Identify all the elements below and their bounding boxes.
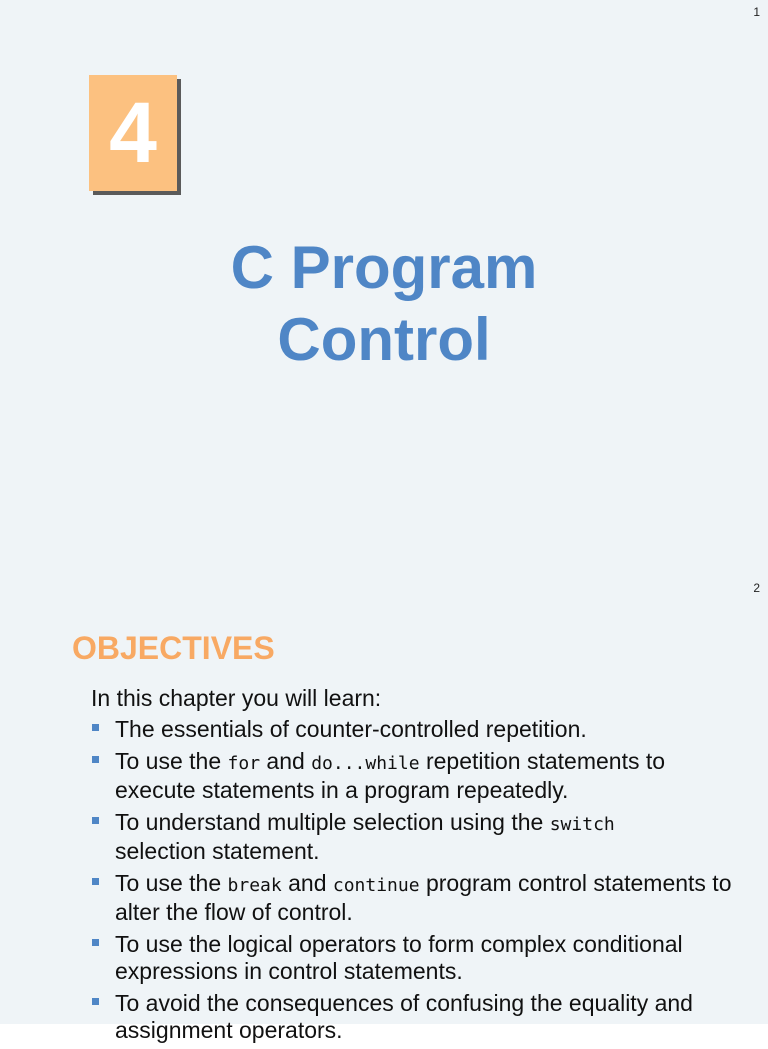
list-item: [91, 716, 741, 743]
bullet-icon: [92, 939, 99, 946]
item-text: and: [281, 870, 333, 896]
item-text: program control statements to alter the flow of control.: [115, 870, 732, 925]
item-text: The essentials of counter-controlled repetition.: [115, 716, 587, 742]
intro-text: In this chapter you will learn:: [91, 685, 382, 711]
item-text: To use the logical operators to form complex conditional expressions in control statements.: [115, 931, 683, 984]
list-item: [91, 748, 741, 804]
bullet-icon: [92, 756, 99, 763]
code-break: break: [227, 875, 282, 896]
bullet-icon: [92, 878, 99, 885]
item-text: selection statement.: [115, 838, 320, 864]
item-text: and: [260, 748, 312, 774]
bullet-icon: [92, 998, 99, 1005]
slide-title: [0, 232, 768, 376]
code-continue: continue: [332, 875, 420, 896]
item-text: To avoid the consequences of confusing the equality and assignment operators.: [115, 990, 693, 1043]
list-item: [91, 990, 741, 1044]
list-item: [91, 809, 741, 865]
item-text: repetition statements to execute statements in a program repeatedly.: [115, 748, 666, 803]
objectives-heading: OBJECTIVES: [72, 630, 275, 666]
title-line-2: Control: [277, 306, 491, 373]
chapter-number: 4: [109, 85, 157, 181]
item-text: To use the: [115, 870, 228, 896]
slide-2: [0, 576, 768, 1043]
list-item: [91, 870, 741, 926]
code-switch: switch: [549, 814, 615, 835]
item-text: To understand multiple selection using the: [115, 809, 550, 835]
list-item: [91, 931, 741, 985]
objectives-list: [91, 716, 741, 1049]
page-number: 2: [753, 581, 760, 595]
title-line-1: C Program: [230, 234, 538, 301]
chapter-number-box: [89, 75, 177, 191]
code-for: for: [227, 753, 261, 774]
bullet-icon: [92, 724, 99, 731]
bullet-icon: [92, 817, 99, 824]
page-number: 1: [753, 5, 760, 19]
code-do-while: do...while: [311, 753, 420, 774]
item-text: To use the: [115, 748, 228, 774]
